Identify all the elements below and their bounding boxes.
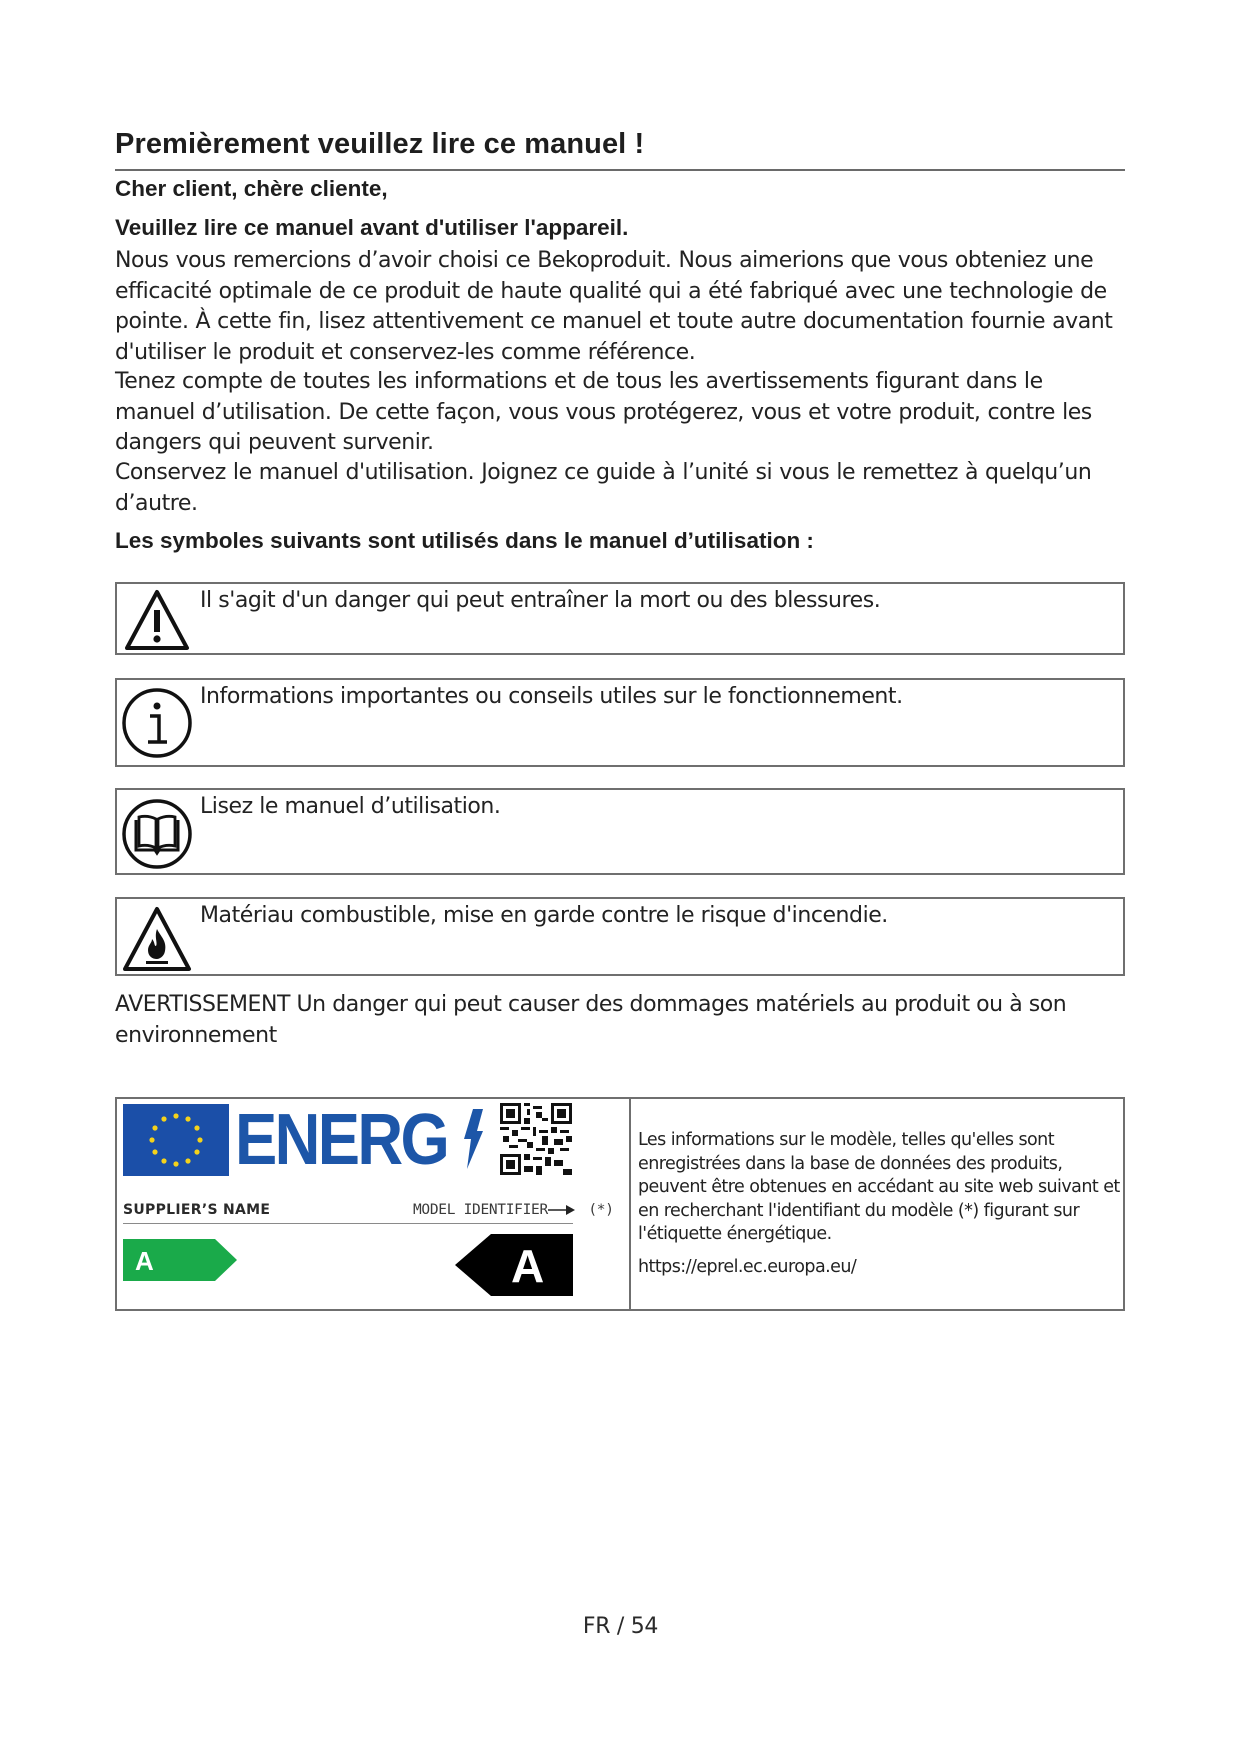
eu-flag-icon [123,1104,229,1176]
energy-class-arrow-black [455,1234,573,1296]
energy-label-title: ENERG [235,1100,448,1180]
symbol-row-danger [115,582,1125,655]
symbol-description: Informations importantes ou conseils utiles sur le fonctionnement. [200,684,903,709]
info-circle-icon [121,687,193,759]
keep-manual-paragraph: Conservez le manuel d'utilisation. Joignez ce guide à l’unité si vous le remettez à quelqu’un d’autre. [115,460,1092,516]
label-divider [123,1223,573,1224]
symbol-description: Matériau combustible, mise en garde contre le risque d'incendie. [200,903,888,928]
model-marker: (*) [588,1202,614,1218]
symbol-row-info [115,678,1125,767]
eprel-info-text: Les informations sur le modèle, telles qu'elles sont enregistrées dans la base de données des produits, peuvent être obtenues en accédant au site web suivant et en recherchant l'identifiant du modèle (*) figurant sur l'étiquette énergétique. [638,1130,1120,1244]
eprel-link[interactable]: https://eprel.ec.europa.eu/ [638,1256,857,1277]
qr-code-icon [500,1103,572,1175]
page-number: FR / 54 [582,1614,659,1639]
scale-class-letter: A [135,1246,154,1276]
supplier-name-label: SUPPLIER’S NAME [123,1202,271,1218]
warning-triangle-icon [121,584,193,656]
arrow-right-icon [548,1204,576,1216]
symbol-description: Lisez le manuel d’utilisation. [200,794,501,819]
page-title: Premièrement veuillez lire ce manuel ! [115,128,645,160]
symbols-heading: Les symboles suivants sont utilisés dans le manuel d’utilisation : [115,528,814,553]
read-manual-book-icon [121,798,193,870]
lightning-bolt-icon [461,1109,483,1169]
symbol-row-flammable [115,897,1125,976]
symbol-row-read-manual [115,788,1125,875]
energy-info-panel [633,1099,1123,1309]
intro-paragraph: Nous vous remercions d’avoir choisi ce Bekoproduit. Nous aimerions que vous obteniez une efficacité optimale de ce produit de haute qualité qui a été fabriqué avec une technologie de pointe. À cette fin, lisez attentivement ce manuel et toute autre documentation fournie avant d'utiliser le produit et conservez-les comme référence. [115,248,1113,365]
model-identifier-text: MODEL IDENTIFIER [413,1202,548,1218]
symbol-description: Il s'agit d'un danger qui peut entraîner la mort ou des blessures. [200,588,881,613]
energy-scale-arrow-green [123,1239,238,1281]
flammable-warning-icon [121,901,193,973]
title-divider [115,169,1125,171]
energy-label-section [115,1097,1125,1311]
product-class-letter: A [511,1240,545,1292]
model-identifier-label [413,1202,614,1218]
read-manual-heading: Veuillez lire ce manuel avant d'utiliser l'appareil. [115,215,629,240]
warnings-paragraph: Tenez compte de toutes les informations et de tous les avertissements figurant dans le manuel d’utilisation. De cette façon, vous vous protégerez, vous et votre produit, contre les dangers qui peuvent survenir. [115,369,1092,455]
greeting-heading: Cher client, chère cliente, [115,176,388,201]
energy-label-image [117,1099,631,1309]
material-damage-warning: AVERTISSEMENT Un danger qui peut causer des dommages matériels au produit ou à son environnement [115,992,1067,1048]
